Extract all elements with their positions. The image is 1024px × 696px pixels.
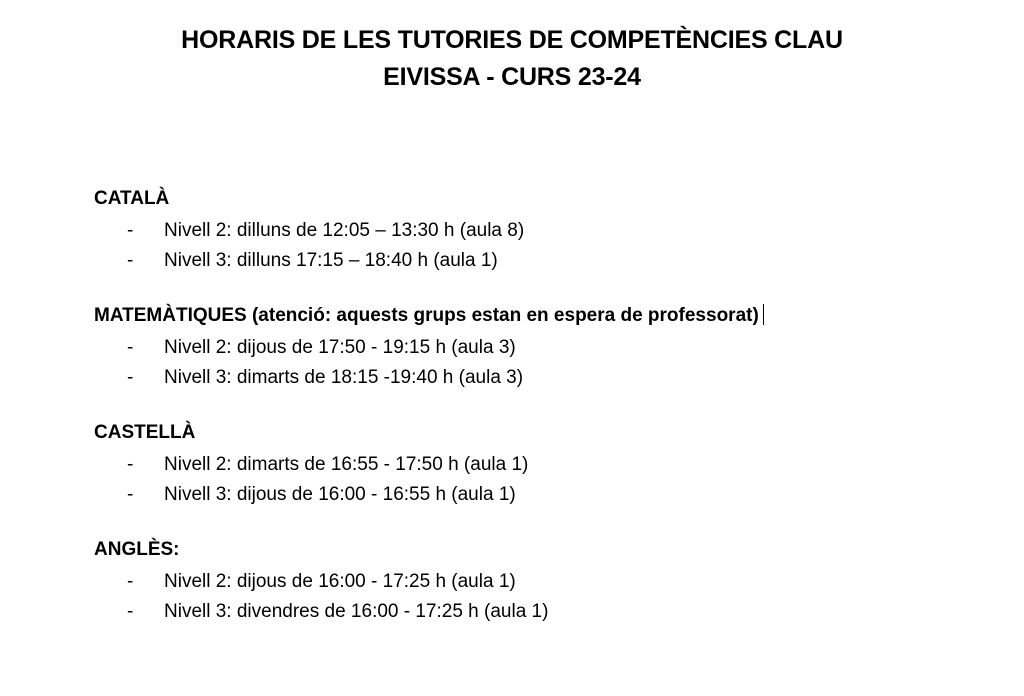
- list-item: [94, 333, 994, 363]
- list-item: [94, 216, 994, 246]
- bullet-dash: -: [127, 337, 134, 358]
- section-heading-text: MATEMÀTIQUES (atenció: aquests grups estan en espera de professorat): [94, 305, 759, 326]
- list-item-text: Nivell 2: dilluns de 12:05 – 13:30 h (aula 8): [164, 220, 525, 241]
- bullet-dash: -: [127, 220, 134, 241]
- list-item-text: Nivell 2: dijous de 16:00 - 17:25 h (aula 1): [164, 571, 516, 592]
- list-item: [94, 450, 994, 480]
- bullet-dash: -: [127, 601, 134, 622]
- section-heading-angles: ANGLÈS:: [94, 539, 180, 560]
- section-catala: [94, 187, 994, 276]
- bullet-dash: -: [127, 484, 134, 505]
- section-heading-catala: CATALÀ: [94, 188, 170, 209]
- document-subtitle: EIVISSA - CURS 23-24: [383, 63, 641, 91]
- list-item-text: Nivell 3: dilluns 17:15 – 18:40 h (aula 1): [164, 250, 498, 271]
- schedule-list-matematiques: [94, 333, 994, 393]
- list-item: [94, 597, 994, 627]
- bullet-dash: -: [127, 250, 134, 271]
- list-item: [94, 567, 994, 597]
- section-angles: [94, 538, 994, 627]
- list-item: [94, 480, 994, 510]
- text-cursor: [763, 304, 764, 325]
- document-title: HORARIS DE LES TUTORIES DE COMPETÈNCIES CLAU: [181, 26, 843, 54]
- list-item-text: Nivell 3: dijous de 16:00 - 16:55 h (aula 1): [164, 484, 516, 505]
- list-item: [94, 246, 994, 276]
- bullet-dash: -: [127, 571, 134, 592]
- list-item-text: Nivell 3: dimarts de 18:15 -19:40 h (aula 3): [164, 367, 524, 388]
- bullet-dash: -: [127, 454, 134, 475]
- section-matematiques: [94, 304, 994, 393]
- list-item-text: Nivell 3: divendres de 16:00 - 17:25 h (aula 1): [164, 601, 549, 622]
- schedule-list-catala: [94, 216, 994, 276]
- section-heading-castella: CASTELLÀ: [94, 422, 196, 443]
- bullet-dash: -: [127, 367, 134, 388]
- schedule-list-angles: [94, 567, 994, 627]
- list-item-text: Nivell 2: dimarts de 16:55 - 17:50 h (aula 1): [164, 454, 529, 475]
- section-castella: [94, 421, 994, 510]
- list-item-text: Nivell 2: dijous de 17:50 - 19:15 h (aula 3): [164, 337, 516, 358]
- section-heading-matematiques[interactable]: [94, 304, 994, 328]
- schedule-list-castella: [94, 450, 994, 510]
- list-item: [94, 363, 994, 393]
